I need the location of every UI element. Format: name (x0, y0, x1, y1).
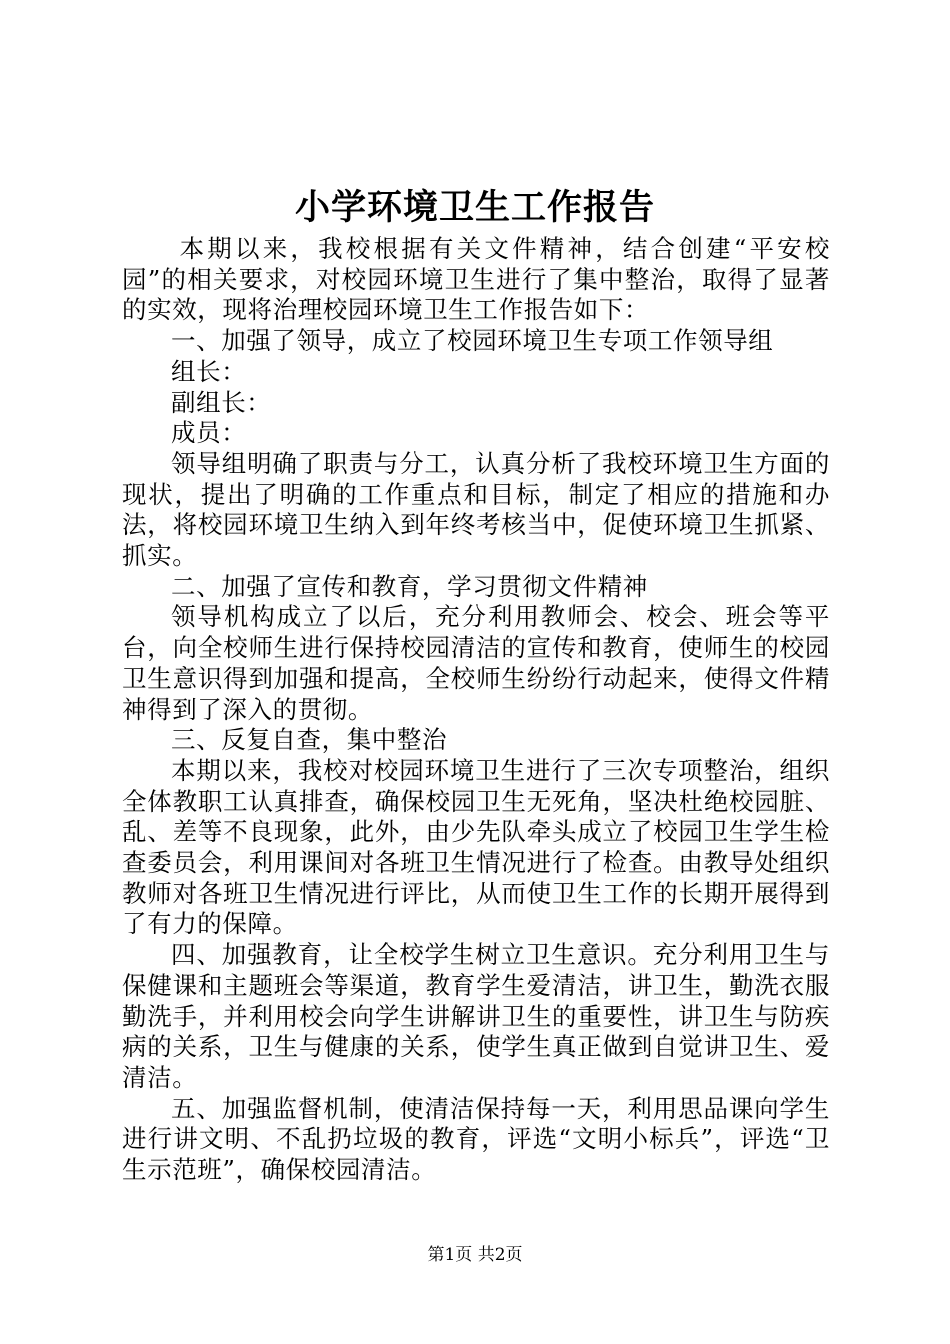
field-deputy-leader: 副组长： (171, 387, 272, 417)
paragraph-section-2-body: 领导机构成立了以后，充分利用教师会、校会、班会等平台，向全校师生进行保持校园清洁的宣传和教育，使师生的校园卫生意识得到加强和提高，全校师生纷纷行动起来，使得文件精神得到了深入的贯彻。 (122, 602, 830, 724)
heading-section-2: 二、加强了宣传和教育，学习贯彻文件精神 (171, 571, 648, 601)
paragraph-section-1-body: 领导组明确了职责与分工，认真分析了我校环境卫生方面的现状，提出了明确的工作重点和目标，制定了相应的措施和办法，将校园环境卫生纳入到年终考核当中，促使环境卫生抓紧、抓实。 (122, 448, 830, 571)
heading-section-3: 三、反复自查，集中整治 (171, 725, 448, 755)
paragraph-section-3-body: 本期以来，我校对校园环境卫生进行了三次专项整治，组织全体教职工认真排查，确保校园卫生无死角，坚决杜绝校园脏、乱、差等不良现象，此外，由少先队牵头成立了校园卫生学生检查委员会，利用课间对各班卫生情况进行了检查。由教导处组织教师对各班卫生情况进行评比，从而使卫生工作的长期开展得到了有力的保障。 (122, 755, 830, 939)
paragraph-section-4: 四、加强教育，让全校学生树立卫生意识。充分利用卫生与保健课和主题班会等渠道，教育学生爱清洁，讲卫生，勤洗衣服勤洗手，并利用校会向学生讲解讲卫生的重要性，讲卫生与防疾病的关系，卫生与健康的关系，使学生真正做到自觉讲卫生、爱清洁。 (122, 940, 830, 1092)
document-body (122, 234, 830, 1186)
paragraph-section-5: 五、加强监督机制，使清洁保持每一天，利用思品课向学生进行讲文明、不乱扔垃圾的教育，评选“文明小标兵”，评选“卫生示范班”，确保校园清洁。 (122, 1093, 830, 1185)
field-members: 成员： (171, 418, 247, 448)
page-number-footer: 第1页 共2页 (427, 1245, 523, 1265)
field-group-leader: 组长： (171, 356, 247, 386)
heading-section-1: 一、加强了领导，成立了校园环境卫生专项工作领导组 (171, 326, 774, 356)
document-title: 小学环境卫生工作报告 (294, 187, 655, 228)
paragraph-intro: 本期以来，我校根据有关文件精神，结合创建“平安校园”的相关要求，对校园环境卫生进行了集中整治，取得了显著的实效，现将治理校园环境卫生工作报告如下： (122, 234, 830, 325)
